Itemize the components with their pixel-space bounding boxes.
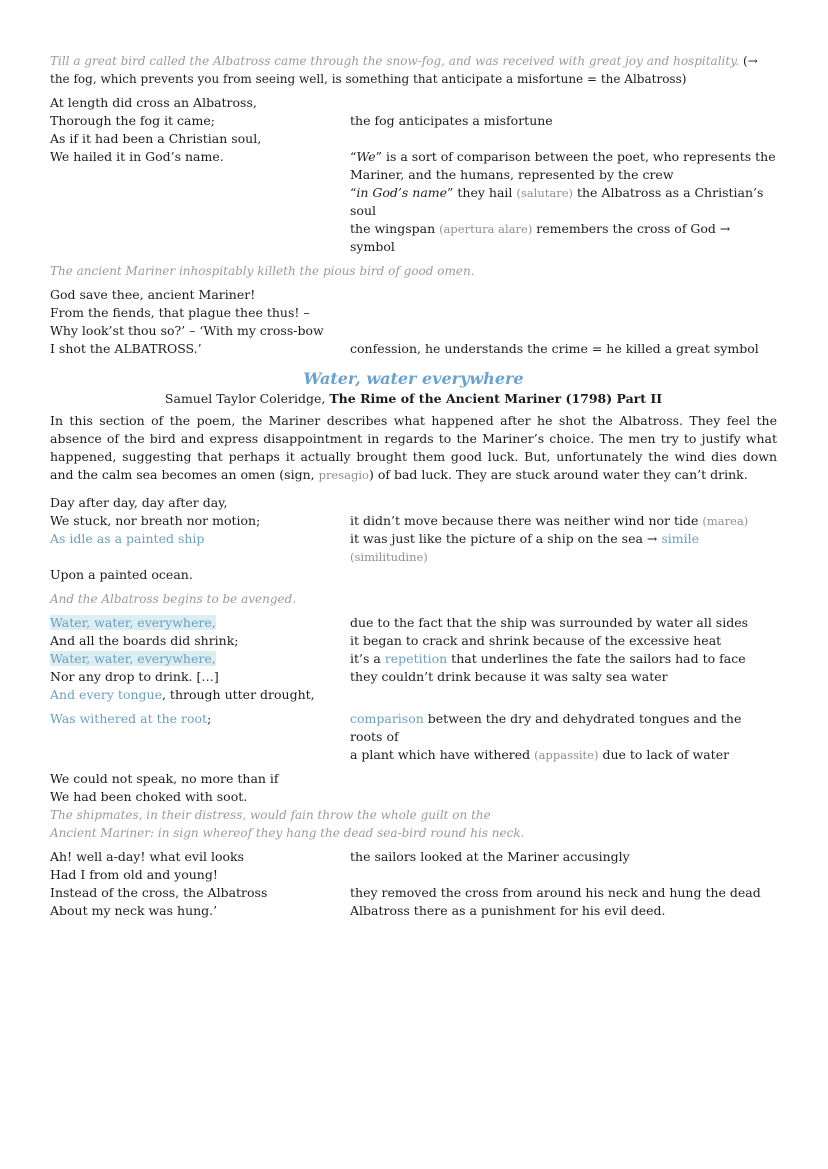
verse-line: Ah! well a-day! what evil looks	[50, 849, 244, 864]
intro-note: (→ the fog, which prevents you from seeing well, is something that anticipate a misfortune = the Albatross)	[50, 54, 758, 86]
stanza-1	[50, 94, 777, 256]
verse-line: Was withered at the root;	[50, 711, 212, 726]
document-page	[50, 52, 777, 920]
annotation: due to the fact that the ship was surrounded by water all sides	[350, 615, 749, 630]
annotation: the wingspan (apertura alare) remembers the cross of God → symbol	[350, 221, 731, 254]
gloss-3: And the Albatross begins to be avenged.	[50, 592, 297, 606]
verse-line: Upon a painted ocean.	[50, 567, 193, 582]
verse-line: We could not speak, no more than if	[50, 771, 279, 786]
verse-line: Had I from old and young!	[50, 867, 218, 882]
intro-gloss-text: Till a great bird called the Albatross came through the snow-fog, and was received with great joy and hospitality.	[50, 54, 740, 68]
verse-line: And every tongue, through utter drought,	[50, 687, 315, 702]
verse-line: We had been choked with soot.	[50, 789, 248, 804]
annotation: a plant which have withered (appassite) due to lack of water	[350, 747, 730, 762]
verse-line: About my neck was hung.’	[50, 903, 218, 918]
annotation: the sailors looked at the Mariner accusingly	[350, 849, 630, 864]
gloss-2: The ancient Mariner inhospitably killeth the pious bird of good omen.	[50, 264, 475, 278]
section-summary: In this section of the poem, the Mariner describes what happened after he shot the Albatross. They feel the absence of the bird and express disappointment in regards to the Mariner’s choice. The men try to justify what happened, suggesting that perhaps it actually brought them good luck. But, unfortunately the wind dies down and the calm sea becomes an omen (sign, presagio) of bad luck. They are stuck around water they can’t drink.	[50, 413, 777, 482]
verse-line: Day after day, day after day,	[50, 495, 228, 510]
stanza-4	[50, 614, 777, 806]
verse-line: Nor any drop to drink. […]	[50, 669, 219, 684]
stanza-2	[50, 286, 777, 358]
intro-gloss	[50, 52, 777, 88]
annotation: it began to crack and shrink because of the excessive heat	[350, 633, 722, 648]
stanza-5	[50, 848, 777, 920]
verse-line-highlighted: Water, water, everywhere,	[50, 651, 216, 666]
verse-line: Why look’st thou so?’ – ‘With my cross-bow	[50, 323, 324, 338]
annotation: “We” is a sort of comparison between the poet, who represents the	[350, 149, 776, 164]
annotation: Albatross there as a punishment for his evil deed.	[350, 903, 666, 918]
section-subtitle: Samuel Taylor Coleridge, The Rime of the Ancient Mariner (1798) Part II	[164, 391, 663, 406]
verse-line: We hailed it in God’s name.	[50, 149, 224, 164]
verse-line: At length did cross an Albatross,	[50, 95, 257, 110]
annotation: comparison between the dry and dehydrated tongues and the roots of	[350, 711, 742, 744]
verse-line: We stuck, nor breath nor motion;	[50, 513, 261, 528]
verse-line-highlighted: Water, water, everywhere,	[50, 615, 216, 630]
verse-line-highlighted: As idle as a painted ship	[50, 531, 205, 546]
annotation: it didn’t move because there was neither wind nor tide (marea)	[350, 513, 749, 528]
verse-line: Thorough the fog it came;	[50, 113, 215, 128]
annotation: the fog anticipates a misfortune	[350, 113, 553, 128]
annotation: it’s a repetition that underlines the fate the sailors had to face	[350, 651, 746, 666]
verse-line: As if it had been a Christian soul,	[50, 131, 262, 146]
gloss-4: The shipmates, in their distress, would fain throw the whole guilt on the Ancient Mariner: in sign whereof they hang the dead sea-bird round his neck.	[50, 808, 525, 840]
annotation: “in God’s name” they hail (salutare) the Albatross as a Christian’s soul	[350, 185, 764, 218]
verse-line: And all the boards did shrink;	[50, 633, 239, 648]
annotation: they removed the cross from around his neck and hung the dead	[350, 885, 761, 900]
annotation: it was just like the picture of a ship on the sea → simile (similitudine)	[350, 531, 700, 564]
section-title: Water, water everywhere	[303, 369, 524, 388]
annotation: Mariner, and the humans, represented by the crew	[350, 167, 674, 182]
annotation: they couldn’t drink because it was salty sea water	[350, 669, 668, 684]
verse-line: I shot the ALBATROSS.’	[50, 341, 202, 356]
stanza-3	[50, 494, 777, 584]
verse-line: Instead of the cross, the Albatross	[50, 885, 268, 900]
verse-line: From the fiends, that plague thee thus! –	[50, 305, 310, 320]
verse-line: God save thee, ancient Mariner!	[50, 287, 256, 302]
annotation: confession, he understands the crime = he killed a great symbol	[350, 341, 759, 356]
